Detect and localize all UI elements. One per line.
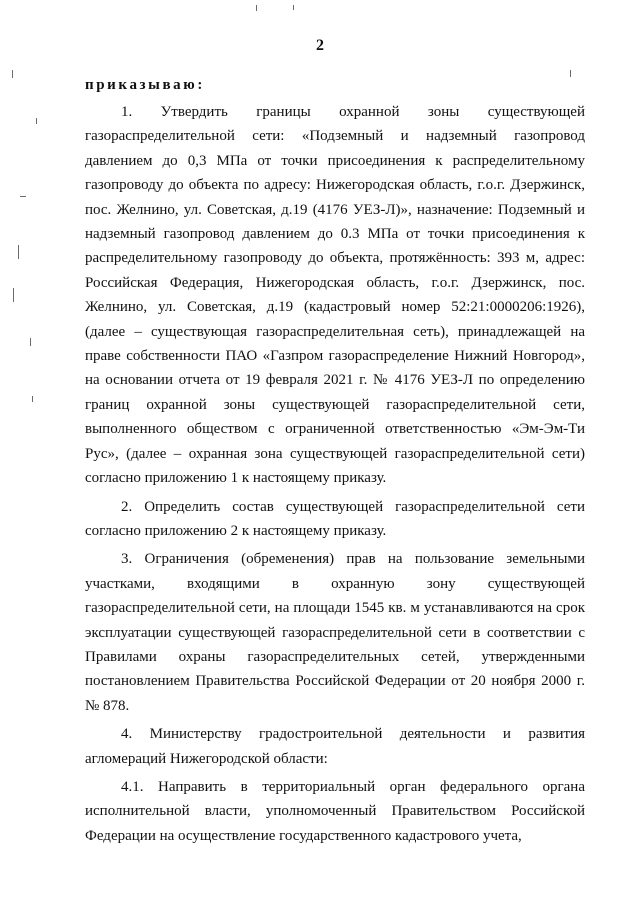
paragraph-4-1: 4.1. Направить в территориальный орган федерального органа исполнительной власти, уполномоченный Правительством Российской Федерации на осуществление государственного кадастрового учета, <box>85 778 585 844</box>
scan-mark <box>20 196 26 197</box>
order-heading: приказываю: <box>85 77 205 93</box>
scan-mark <box>12 70 13 78</box>
paragraph-3: 3. Ограничения (обременения) прав на пользование земельными участками, входящими в охранную зону существующей газораспределительной сети, на площади 1545 кв. м устанавливаются на срок эксплуатации существующей газораспределительной сети в соответствии с Правилами охраны газораспределительных сетей, утвержденными постановлением Правительства Российской Федерации от 20 ноября 2000 г. № 878. <box>85 551 585 714</box>
scan-mark <box>256 5 257 11</box>
paragraph-1: 1. Утвердить границы охранной зоны существующей газораспределительной сети: «Подземный и надземный газопровод давлением до 0,3 МПа от точки присоединения к распределительному газопроводу до объекта по адресу: Нижегородская область, г.о.г. Дзержинск, пос. Желнино, ул. Советская, д.19 (4176 УЕЗ-Л)», назначение: Подземный и надземный газопровод давлением до 0.3 МПа от точки присоединения к распределительному газопроводу до объекта, протяжённость: 393 м, адрес: Российская Федерация, Нижегородская область, г.о.г. Дзержинск, пос. Желнино, ул. Советская, д.19 (кадастровый номер 52:21:0000206:1926), (далее – существующая газораспределительная сеть), принадлежащей на праве собственности ПАО «Газпром газораспределение Нижний Новгород», на основании отчета от 19 февраля 2021 г. № 4176 УЕЗ-Л по определению границ охранной зоны существующей газораспределительной сети, выполненного обществом с ограниченной ответственностью «Эм-Эм-Ти Рус», (далее – охранная зона существующей газораспределительной сети) согласно приложению 1 к настоящему приказу. <box>85 104 585 487</box>
document-body <box>85 100 585 848</box>
page-number: 2 <box>316 37 324 54</box>
paragraph-4: 4. Министерству градостроительной деятельности и развития агломераций Нижегородской области: <box>85 726 585 767</box>
scan-mark <box>32 396 33 402</box>
scan-mark <box>18 245 19 259</box>
scan-mark <box>30 338 31 346</box>
scan-mark <box>570 70 571 77</box>
scan-mark <box>293 5 294 10</box>
scan-mark <box>36 118 37 124</box>
scan-mark <box>13 288 14 302</box>
paragraph-2: 2. Определить состав существующей газораспределительной сети согласно приложению 2 к настоящему приказу. <box>85 498 585 539</box>
